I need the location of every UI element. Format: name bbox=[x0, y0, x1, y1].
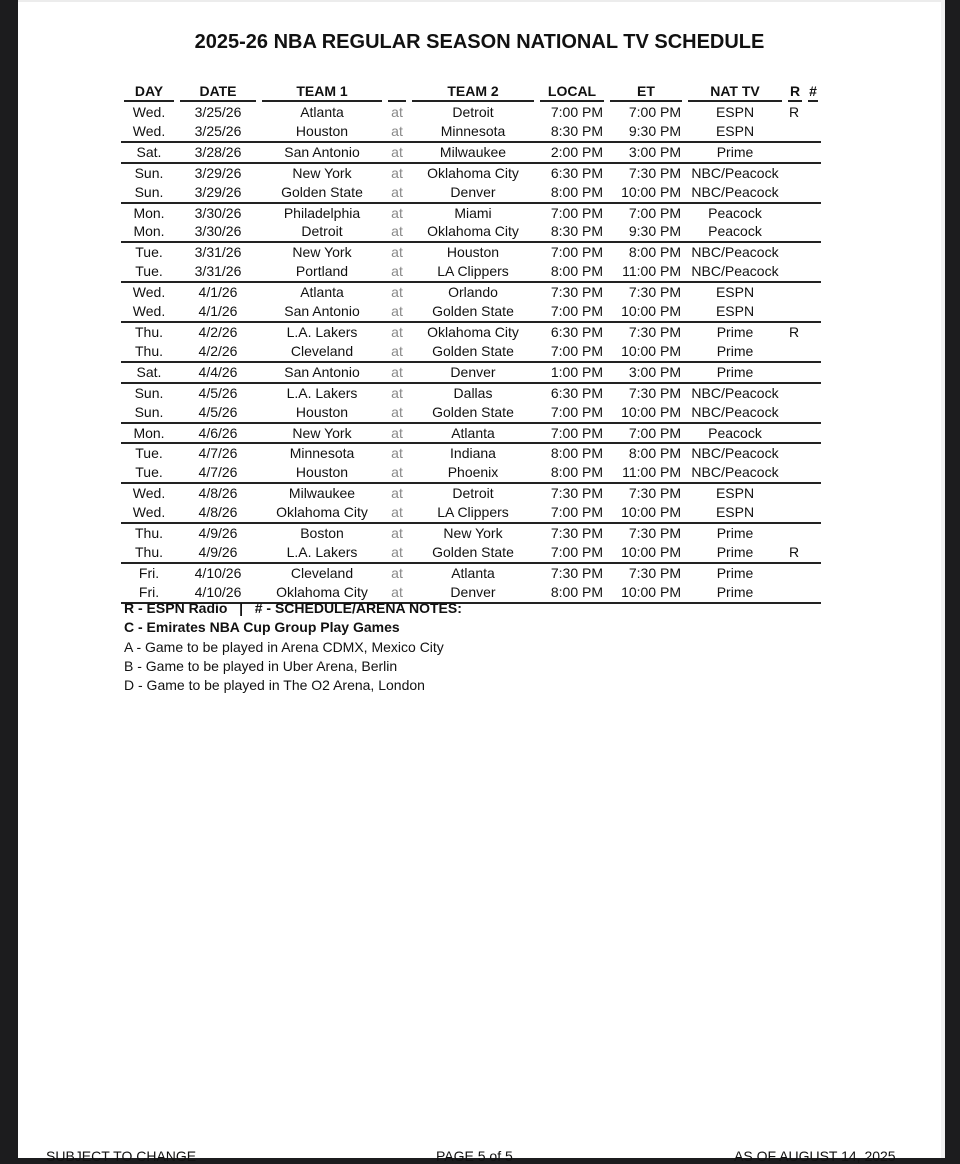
cell-radio bbox=[785, 342, 805, 363]
cell-team1: Cleveland bbox=[290, 564, 354, 581]
cell-radio bbox=[785, 183, 805, 204]
cell-note bbox=[805, 302, 821, 323]
cell-team2: Detroit bbox=[452, 104, 494, 120]
cell-team1: New York bbox=[259, 424, 385, 445]
cell-team1: Atlanta bbox=[300, 284, 344, 301]
cell-note bbox=[805, 183, 821, 204]
cell-date: 4/10/26 bbox=[194, 564, 242, 581]
cell-day: Tue. bbox=[121, 262, 177, 283]
cell-day: Wed. bbox=[132, 284, 166, 301]
table-row bbox=[121, 503, 821, 524]
cell-local: 6:30 PM bbox=[550, 384, 603, 401]
cell-at: at bbox=[385, 403, 409, 424]
cell-day: Thu. bbox=[134, 525, 163, 542]
cell-date: 4/9/26 bbox=[177, 543, 259, 564]
col-et: ET bbox=[607, 80, 685, 103]
cell-date: 4/6/26 bbox=[177, 424, 259, 445]
cell-radio bbox=[785, 363, 805, 384]
cell-at: at bbox=[391, 525, 403, 542]
cell-day: Wed. bbox=[121, 503, 177, 524]
cell-at: at bbox=[391, 485, 403, 502]
table-row bbox=[121, 463, 821, 484]
cell-note bbox=[805, 583, 821, 604]
cell-at: at bbox=[385, 122, 409, 143]
cell-team1: San Antonio bbox=[259, 302, 385, 323]
cell-nat-tv: Prime bbox=[685, 342, 785, 363]
cell-note bbox=[805, 444, 821, 463]
cell-nat-tv: ESPN bbox=[685, 503, 785, 524]
cell-et: 7:30 PM bbox=[628, 564, 681, 581]
cell-local: 7:00 PM bbox=[537, 403, 607, 424]
cell-team1: L.A. Lakers bbox=[259, 543, 385, 564]
cell-local: 7:00 PM bbox=[550, 204, 603, 221]
cell-radio bbox=[785, 524, 805, 543]
cell-note bbox=[805, 342, 821, 363]
cell-day: Sun. bbox=[121, 183, 177, 204]
cell-nat-tv: NBC/Peacock bbox=[691, 384, 779, 401]
col-radio: R bbox=[785, 80, 805, 103]
col-local: LOCAL bbox=[537, 80, 607, 103]
cell-note bbox=[805, 323, 821, 342]
cell-day: Sat. bbox=[121, 363, 177, 384]
cell-date: 4/5/26 bbox=[177, 403, 259, 424]
cell-radio bbox=[785, 463, 805, 484]
cell-note bbox=[805, 283, 821, 302]
cell-team2: Golden State bbox=[409, 403, 537, 424]
cell-et: 7:30 PM bbox=[628, 525, 681, 542]
cell-day: Mon. bbox=[133, 204, 165, 221]
cell-at: at bbox=[391, 445, 403, 462]
cell-et: 9:30 PM bbox=[607, 122, 685, 143]
cell-at: at bbox=[385, 363, 409, 384]
cell-et: 10:00 PM bbox=[607, 403, 685, 424]
table-row bbox=[121, 363, 821, 384]
cell-team2: Orlando bbox=[448, 284, 498, 301]
cell-local: 7:30 PM bbox=[550, 525, 603, 542]
table-row bbox=[121, 222, 821, 243]
cell-nat-tv: NBC/Peacock bbox=[685, 463, 785, 484]
table-row bbox=[121, 302, 821, 323]
cell-team2: Denver bbox=[409, 363, 537, 384]
cell-note bbox=[805, 484, 821, 503]
cell-team1: New York bbox=[292, 164, 352, 181]
cell-team1: Boston bbox=[300, 525, 344, 542]
cell-note bbox=[805, 424, 821, 445]
cell-note bbox=[805, 363, 821, 384]
cell-at: at bbox=[391, 244, 403, 261]
cell-note bbox=[805, 503, 821, 524]
cell-et: 7:00 PM bbox=[628, 204, 681, 221]
cell-local: 8:00 PM bbox=[537, 183, 607, 204]
cell-day: Wed. bbox=[121, 302, 177, 323]
cell-local: 1:00 PM bbox=[537, 363, 607, 384]
cell-day: Thu. bbox=[121, 342, 177, 363]
cell-nat-tv: ESPN bbox=[715, 104, 755, 120]
cell-radio bbox=[785, 583, 805, 604]
cell-et: 3:00 PM bbox=[607, 363, 685, 384]
cell-et: 8:00 PM bbox=[628, 244, 681, 261]
cell-team2: Oklahoma City bbox=[427, 323, 519, 340]
cell-et: 7:30 PM bbox=[628, 485, 681, 502]
cell-date: 3/28/26 bbox=[177, 143, 259, 164]
cell-radio bbox=[785, 444, 805, 463]
cell-note bbox=[805, 222, 821, 243]
cell-at: at bbox=[385, 463, 409, 484]
cell-radio bbox=[785, 424, 805, 445]
cell-day: Sun. bbox=[134, 164, 164, 181]
table-row bbox=[121, 524, 821, 543]
cell-nat-tv: Prime bbox=[685, 363, 785, 384]
cell-at: at bbox=[385, 503, 409, 524]
cell-note bbox=[805, 463, 821, 484]
cell-et: 11:00 PM bbox=[607, 262, 685, 283]
cell-team2: Oklahoma City bbox=[409, 222, 537, 243]
cell-date: 3/31/26 bbox=[177, 262, 259, 283]
table-row bbox=[121, 143, 821, 164]
cell-local: 8:00 PM bbox=[537, 583, 607, 604]
cell-team2: Houston bbox=[446, 244, 500, 261]
cell-radio bbox=[785, 384, 805, 403]
table-row bbox=[121, 164, 821, 183]
cell-team2: LA Clippers bbox=[409, 503, 537, 524]
footer-subject-to-change: SUBJECT TO CHANGE bbox=[46, 1148, 197, 1164]
cell-radio: R bbox=[785, 543, 805, 564]
table-row bbox=[121, 323, 821, 342]
cell-nat-tv: ESPN bbox=[685, 302, 785, 323]
cell-radio bbox=[785, 143, 805, 164]
cell-note bbox=[805, 564, 821, 583]
cell-at: at bbox=[391, 384, 403, 401]
cell-team2: New York bbox=[443, 525, 503, 542]
cell-note bbox=[805, 143, 821, 164]
cell-date: 3/31/26 bbox=[194, 244, 242, 261]
legend-note: R - ESPN Radio | # - SCHEDULE/ARENA NOTES: bbox=[124, 600, 462, 616]
page-title: 2025-26 NBA REGULAR SEASON NATIONAL TV SCHEDULE bbox=[194, 31, 765, 53]
arena-note-a: A - Game to be played in Arena CDMX, Mexico City bbox=[124, 638, 444, 655]
cell-date: 3/29/26 bbox=[194, 164, 242, 181]
cell-team1: Houston bbox=[259, 403, 385, 424]
cell-et: 10:00 PM bbox=[607, 342, 685, 363]
cell-at: at bbox=[391, 564, 403, 581]
arena-note-d: D - Game to be played in The O2 Arena, London bbox=[124, 677, 425, 694]
cell-date: 4/2/26 bbox=[177, 342, 259, 363]
cell-radio: R bbox=[789, 323, 800, 340]
cell-radio bbox=[785, 283, 805, 302]
table-row bbox=[121, 283, 821, 302]
cell-local: 7:30 PM bbox=[550, 564, 603, 581]
cell-team1: Philadelphia bbox=[283, 204, 361, 221]
table-row bbox=[121, 103, 821, 122]
cell-local: 8:30 PM bbox=[537, 222, 607, 243]
table-row bbox=[121, 122, 821, 143]
cell-note bbox=[805, 243, 821, 262]
cell-team2: Oklahoma City bbox=[427, 164, 519, 181]
cell-radio bbox=[785, 503, 805, 524]
cell-local: 7:00 PM bbox=[537, 302, 607, 323]
table-row bbox=[121, 424, 821, 445]
cell-at: at bbox=[391, 104, 403, 120]
cell-team1: Golden State bbox=[259, 183, 385, 204]
cell-date: 4/8/26 bbox=[198, 485, 238, 502]
cell-team2: Denver bbox=[409, 583, 537, 604]
page-edge bbox=[941, 0, 945, 1158]
cell-et: 7:30 PM bbox=[628, 164, 681, 181]
schedule-table bbox=[121, 80, 821, 604]
cell-note bbox=[805, 543, 821, 564]
cell-date: 4/1/26 bbox=[198, 284, 238, 301]
cell-local: 7:30 PM bbox=[550, 284, 603, 301]
cell-nat-tv: Prime bbox=[685, 583, 785, 604]
table-row bbox=[121, 484, 821, 503]
footer-page-number: PAGE 5 of 5 bbox=[436, 1148, 513, 1164]
cell-nat-tv: Prime bbox=[716, 323, 754, 340]
cell-et: 10:00 PM bbox=[607, 302, 685, 323]
cell-day: Sun. bbox=[134, 384, 164, 401]
col-notes: # bbox=[805, 80, 821, 103]
cell-date: 4/4/26 bbox=[177, 363, 259, 384]
cell-local: 7:00 PM bbox=[537, 543, 607, 564]
notes-section bbox=[124, 599, 462, 695]
cell-radio: R bbox=[789, 104, 800, 120]
table-row bbox=[121, 444, 821, 463]
cell-nat-tv: Prime bbox=[716, 564, 754, 581]
cell-day: Tue. bbox=[121, 463, 177, 484]
cell-local: 8:30 PM bbox=[537, 122, 607, 143]
cell-nat-tv: Prime bbox=[685, 543, 785, 564]
cell-local: 7:00 PM bbox=[537, 342, 607, 363]
cell-team1: New York bbox=[292, 244, 352, 261]
cell-team1: Houston bbox=[259, 463, 385, 484]
cell-at: at bbox=[391, 284, 403, 301]
cell-et: 7:30 PM bbox=[628, 284, 681, 301]
table-row bbox=[121, 342, 821, 363]
table-row bbox=[121, 262, 821, 283]
cell-et: 7:00 PM bbox=[628, 104, 681, 120]
cell-date: 4/8/26 bbox=[177, 503, 259, 524]
cell-note bbox=[805, 403, 821, 424]
arena-note-b: B - Game to be played in Uber Arena, Berlin bbox=[124, 657, 398, 674]
cell-nat-tv: Peacock bbox=[708, 204, 762, 221]
cell-team1: L.A. Lakers bbox=[286, 384, 358, 401]
cell-note bbox=[805, 103, 821, 122]
cell-radio bbox=[785, 564, 805, 583]
cell-date: 4/10/26 bbox=[177, 583, 259, 604]
col-team1: TEAM 1 bbox=[259, 80, 385, 103]
cell-note bbox=[805, 384, 821, 403]
cell-local: 8:00 PM bbox=[550, 445, 603, 462]
cell-nat-tv: NBC/Peacock bbox=[691, 244, 779, 261]
cell-team2: Denver bbox=[409, 183, 537, 204]
cell-radio bbox=[785, 484, 805, 503]
cell-team2: Atlanta bbox=[451, 564, 495, 581]
cell-et: 7:30 PM bbox=[628, 323, 681, 340]
cell-radio bbox=[785, 122, 805, 143]
cell-day: Mon. bbox=[121, 222, 177, 243]
cell-note bbox=[805, 204, 821, 223]
cell-local: 7:00 PM bbox=[537, 424, 607, 445]
cell-team1: Oklahoma City bbox=[259, 503, 385, 524]
cell-team2: Golden State bbox=[409, 302, 537, 323]
cell-local: 6:30 PM bbox=[550, 323, 603, 340]
cell-at: at bbox=[391, 323, 403, 340]
cell-date: 3/25/26 bbox=[194, 104, 242, 120]
cell-nat-tv: Prime bbox=[716, 525, 754, 542]
cell-team2: Golden State bbox=[409, 342, 537, 363]
cell-team2: Indiana bbox=[450, 445, 496, 462]
cell-nat-tv: Prime bbox=[685, 143, 785, 164]
cell-note bbox=[805, 262, 821, 283]
cell-nat-tv: NBC/Peacock bbox=[685, 403, 785, 424]
cell-date: 3/25/26 bbox=[177, 122, 259, 143]
cell-local: 7:00 PM bbox=[550, 244, 603, 261]
table-row bbox=[121, 564, 821, 583]
cell-local: 7:00 PM bbox=[537, 503, 607, 524]
cell-day: Thu. bbox=[134, 323, 163, 340]
cell-et: 10:00 PM bbox=[607, 503, 685, 524]
cell-team2: Minnesota bbox=[409, 122, 537, 143]
cell-at: at bbox=[391, 204, 403, 221]
table-row bbox=[121, 183, 821, 204]
document-page bbox=[18, 0, 941, 1164]
cell-at: at bbox=[385, 262, 409, 283]
cell-radio bbox=[785, 204, 805, 223]
cell-team1: Cleveland bbox=[259, 342, 385, 363]
cell-et: 11:00 PM bbox=[607, 463, 685, 484]
cell-day: Mon. bbox=[121, 424, 177, 445]
cell-et: 7:30 PM bbox=[628, 384, 681, 401]
cell-date: 3/30/26 bbox=[177, 222, 259, 243]
cell-at: at bbox=[385, 302, 409, 323]
cell-at: at bbox=[385, 424, 409, 445]
col-nat-tv: NAT TV bbox=[685, 80, 785, 103]
cell-date: 4/7/26 bbox=[198, 445, 238, 462]
cell-et: 8:00 PM bbox=[628, 445, 681, 462]
cell-at: at bbox=[385, 583, 409, 604]
cell-local: 8:00 PM bbox=[537, 463, 607, 484]
cell-team1: San Antonio bbox=[259, 143, 385, 164]
cell-local: 8:00 PM bbox=[537, 262, 607, 283]
cell-date: 4/5/26 bbox=[198, 384, 238, 401]
cell-team2: Phoenix bbox=[409, 463, 537, 484]
cell-note bbox=[805, 524, 821, 543]
cell-day: Wed. bbox=[121, 122, 177, 143]
footer-as-of-date: AS OF AUGUST 14, 2025 bbox=[734, 1148, 896, 1164]
cell-local: 7:00 PM bbox=[550, 104, 603, 120]
cell-at: at bbox=[385, 183, 409, 204]
cell-et: 3:00 PM bbox=[607, 143, 685, 164]
cell-nat-tv: NBC/Peacock bbox=[685, 262, 785, 283]
cell-team1: Portland bbox=[259, 262, 385, 283]
cell-nat-tv: ESPN bbox=[685, 122, 785, 143]
cell-nat-tv: Peacock bbox=[685, 222, 785, 243]
cell-nat-tv: NBC/Peacock bbox=[685, 183, 785, 204]
cell-radio bbox=[785, 403, 805, 424]
cell-et: 9:30 PM bbox=[607, 222, 685, 243]
cell-day: Sun. bbox=[121, 403, 177, 424]
cell-team1: Oklahoma City bbox=[259, 583, 385, 604]
cell-nat-tv: NBC/Peacock bbox=[691, 445, 779, 462]
cell-team2: Golden State bbox=[409, 543, 537, 564]
cell-at: at bbox=[385, 342, 409, 363]
cell-nat-tv: ESPN bbox=[715, 284, 755, 301]
cell-team1: L.A. Lakers bbox=[286, 323, 358, 340]
cell-team1: San Antonio bbox=[259, 363, 385, 384]
cell-et: 10:00 PM bbox=[607, 183, 685, 204]
cell-radio bbox=[785, 302, 805, 323]
cell-team1: Atlanta bbox=[300, 104, 344, 120]
table-row bbox=[121, 204, 821, 223]
cell-team2: Dallas bbox=[453, 384, 493, 401]
cell-at: at bbox=[385, 222, 409, 243]
cell-at: at bbox=[385, 543, 409, 564]
cell-nat-tv: ESPN bbox=[715, 485, 755, 502]
cell-day: Fri. bbox=[138, 564, 160, 581]
cell-day: Wed. bbox=[132, 104, 166, 120]
cell-date: 4/2/26 bbox=[198, 323, 238, 340]
table-row bbox=[121, 243, 821, 262]
cell-date: 3/30/26 bbox=[194, 204, 242, 221]
table-row bbox=[121, 543, 821, 564]
table-row bbox=[121, 403, 821, 424]
cell-local: 7:30 PM bbox=[550, 485, 603, 502]
cell-et: 10:00 PM bbox=[607, 543, 685, 564]
col-day: DAY bbox=[121, 80, 177, 103]
cell-team2: Atlanta bbox=[409, 424, 537, 445]
table-row bbox=[121, 384, 821, 403]
col-at bbox=[385, 80, 409, 103]
cup-note: C - Emirates NBA Cup Group Play Games bbox=[124, 619, 400, 636]
cell-local: 6:30 PM bbox=[550, 164, 603, 181]
cell-day: Wed. bbox=[132, 485, 166, 502]
cell-date: 3/29/26 bbox=[177, 183, 259, 204]
cell-team1: Houston bbox=[259, 122, 385, 143]
cell-team2: Milwaukee bbox=[409, 143, 537, 164]
cell-day: Tue. bbox=[135, 445, 163, 462]
cell-day: Thu. bbox=[121, 543, 177, 564]
col-date: DATE bbox=[177, 80, 259, 103]
cell-team1: Minnesota bbox=[289, 445, 355, 462]
cell-at: at bbox=[391, 164, 403, 181]
cell-note bbox=[805, 122, 821, 143]
cell-radio bbox=[785, 164, 805, 183]
cell-date: 4/9/26 bbox=[198, 525, 238, 542]
cell-date: 4/1/26 bbox=[177, 302, 259, 323]
cell-nat-tv: Peacock bbox=[685, 424, 785, 445]
cell-team1: Detroit bbox=[259, 222, 385, 243]
cell-team2: LA Clippers bbox=[409, 262, 537, 283]
cell-day: Tue. bbox=[135, 244, 163, 261]
table-header-row bbox=[121, 80, 821, 103]
cell-day: Sat. bbox=[121, 143, 177, 164]
cell-nat-tv: NBC/Peacock bbox=[691, 164, 779, 181]
cell-radio bbox=[785, 262, 805, 283]
cell-note bbox=[805, 164, 821, 183]
cell-et: 7:00 PM bbox=[607, 424, 685, 445]
cell-radio bbox=[785, 222, 805, 243]
col-team2: TEAM 2 bbox=[409, 80, 537, 103]
cell-team2: Miami bbox=[454, 204, 492, 221]
cell-et: 10:00 PM bbox=[607, 583, 685, 604]
cell-radio bbox=[785, 243, 805, 262]
cell-date: 4/7/26 bbox=[177, 463, 259, 484]
cell-team1: Milwaukee bbox=[288, 485, 356, 502]
cell-day: Fri. bbox=[121, 583, 177, 604]
cell-local: 2:00 PM bbox=[537, 143, 607, 164]
cell-at: at bbox=[385, 143, 409, 164]
cell-team2: Detroit bbox=[452, 485, 494, 502]
